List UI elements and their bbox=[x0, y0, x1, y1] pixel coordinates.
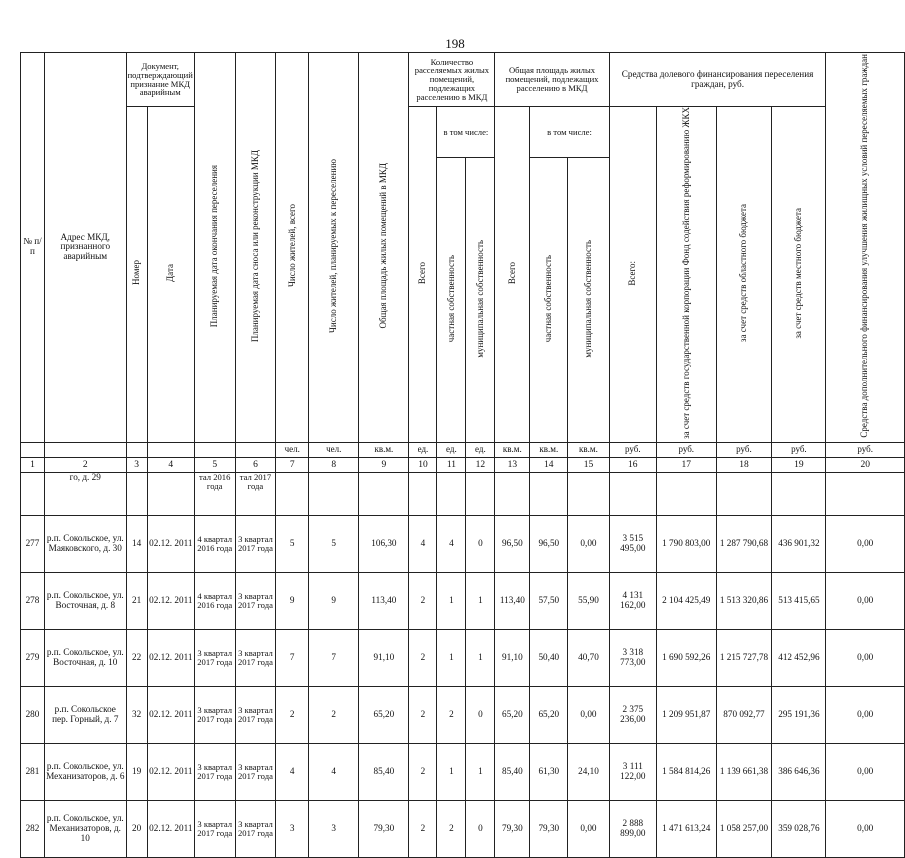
cell-funds-local: 412 452,96 bbox=[772, 629, 826, 686]
cell-funds-local: 386 646,36 bbox=[772, 743, 826, 800]
header-doc-date: Дата bbox=[147, 107, 194, 443]
unit-cell bbox=[21, 442, 45, 457]
cell-residents-total: 4 bbox=[276, 743, 309, 800]
column-numbers-row bbox=[21, 457, 905, 472]
cell-funds-regional: 870 092,77 bbox=[716, 686, 772, 743]
cell-municipal: 1 bbox=[466, 572, 495, 629]
table-cell-address: го, д. 29 bbox=[44, 472, 126, 515]
cell-funds-fund: 1 790 803,00 bbox=[656, 515, 716, 572]
units-row bbox=[21, 442, 905, 457]
cell-demolition: 3 квартал 2017 года bbox=[235, 743, 276, 800]
cell-area-municipal: 40,70 bbox=[568, 629, 609, 686]
cell-num: 282 bbox=[21, 800, 45, 857]
cell-area-private: 61,30 bbox=[530, 743, 568, 800]
cell-area-private: 57,50 bbox=[530, 572, 568, 629]
cell-residents-planned: 4 bbox=[309, 743, 359, 800]
cell-funds-total: 3 515 495,00 bbox=[609, 515, 656, 572]
cell-private: 2 bbox=[437, 800, 466, 857]
cell-funds-fund: 2 104 425,49 bbox=[656, 572, 716, 629]
cell-funds-fund: 1 471 613,24 bbox=[656, 800, 716, 857]
cell-resettlement: 3 квартал 2017 года bbox=[194, 629, 235, 686]
cell-municipal: 1 bbox=[466, 743, 495, 800]
table-cell bbox=[276, 472, 309, 515]
header-area-in-that-number: в том числе: bbox=[530, 107, 609, 158]
cell-demolition: 3 квартал 2017 года bbox=[235, 629, 276, 686]
cell-residents-total: 5 bbox=[276, 515, 309, 572]
column-number: 7 bbox=[276, 457, 309, 472]
cell-resettlement: 3 квартал 2017 года bbox=[194, 800, 235, 857]
cell-area-municipal: 55,90 bbox=[568, 572, 609, 629]
column-number: 16 bbox=[609, 457, 656, 472]
header-rooms-total: Всего bbox=[409, 107, 437, 443]
column-number: 13 bbox=[495, 457, 530, 472]
cell-additional: 0,00 bbox=[826, 743, 905, 800]
cell-total-area: 113,40 bbox=[359, 572, 409, 629]
header-additional: Средства дополнительного финансирования улучшения жилищных условий переселяемых граждан bbox=[826, 53, 905, 443]
table-row bbox=[21, 800, 905, 857]
cell-additional: 0,00 bbox=[826, 572, 905, 629]
table-cell-demolition: тал 2017 года bbox=[235, 472, 276, 515]
page-number: 198 bbox=[445, 36, 465, 51]
cell-residents-total: 2 bbox=[276, 686, 309, 743]
cell-municipal: 0 bbox=[466, 800, 495, 857]
header-municipal: муниципальная собственность bbox=[466, 158, 495, 442]
cell-total-area: 91,10 bbox=[359, 629, 409, 686]
continuation-row bbox=[21, 472, 905, 515]
column-number: 11 bbox=[437, 457, 466, 472]
header-residents-planned: Число жителей, планируемых к переселению bbox=[309, 53, 359, 443]
table-cell bbox=[609, 472, 656, 515]
unit-cell: кв.м. bbox=[568, 442, 609, 457]
column-number: 5 bbox=[194, 457, 235, 472]
header-funds-local: за счет средств местного бюджета bbox=[772, 107, 826, 443]
resettlement-table bbox=[20, 52, 905, 858]
column-number: 8 bbox=[309, 457, 359, 472]
cell-area-private: 65,20 bbox=[530, 686, 568, 743]
cell-doc-date: 02.12. 2011 bbox=[147, 572, 194, 629]
table-row bbox=[21, 572, 905, 629]
cell-municipal: 0 bbox=[466, 686, 495, 743]
cell-additional: 0,00 bbox=[826, 686, 905, 743]
table-cell bbox=[21, 472, 45, 515]
cell-private: 1 bbox=[437, 572, 466, 629]
cell-area-total: 113,40 bbox=[495, 572, 530, 629]
cell-funds-regional: 1 139 661,38 bbox=[716, 743, 772, 800]
table-cell bbox=[126, 472, 147, 515]
cell-rooms-total: 2 bbox=[409, 743, 437, 800]
cell-num: 279 bbox=[21, 629, 45, 686]
cell-funds-total: 4 131 162,00 bbox=[609, 572, 656, 629]
cell-demolition: 3 квартал 2017 года bbox=[235, 686, 276, 743]
cell-doc-number: 22 bbox=[126, 629, 147, 686]
cell-funds-fund: 1 690 592,26 bbox=[656, 629, 716, 686]
unit-cell bbox=[126, 442, 147, 457]
table-cell bbox=[530, 472, 568, 515]
cell-total-area: 79,30 bbox=[359, 800, 409, 857]
cell-resettlement: 4 квартал 2016 года bbox=[194, 572, 235, 629]
cell-address: р.п. Сокольское, ул. Механизаторов, д. 6 bbox=[44, 743, 126, 800]
column-number: 2 bbox=[44, 457, 126, 472]
header-residents-total: Число жителей, всего bbox=[276, 53, 309, 443]
cell-residents-planned: 3 bbox=[309, 800, 359, 857]
cell-rooms-total: 2 bbox=[409, 572, 437, 629]
cell-demolition: 3 квартал 2017 года bbox=[235, 515, 276, 572]
cell-total-area: 106,30 bbox=[359, 515, 409, 572]
column-number: 3 bbox=[126, 457, 147, 472]
unit-cell: руб. bbox=[826, 442, 905, 457]
cell-residents-planned: 2 bbox=[309, 686, 359, 743]
header-area-private: частная собственность bbox=[530, 158, 568, 442]
cell-area-private: 79,30 bbox=[530, 800, 568, 857]
header-doc-number: Номер bbox=[126, 107, 147, 443]
header-num: № п/п bbox=[21, 53, 45, 443]
cell-num: 280 bbox=[21, 686, 45, 743]
unit-cell: кв.м. bbox=[495, 442, 530, 457]
header-funds-total: Всего: bbox=[609, 107, 656, 443]
cell-funds-regional: 1 058 257,00 bbox=[716, 800, 772, 857]
cell-additional: 0,00 bbox=[826, 800, 905, 857]
unit-cell bbox=[235, 442, 276, 457]
cell-funds-fund: 1 209 951,87 bbox=[656, 686, 716, 743]
cell-residents-planned: 9 bbox=[309, 572, 359, 629]
cell-address: р.п. Сокольское, ул. Маяковского, д. 30 bbox=[44, 515, 126, 572]
cell-funds-total: 2 888 899,00 bbox=[609, 800, 656, 857]
cell-area-total: 96,50 bbox=[495, 515, 530, 572]
cell-doc-number: 21 bbox=[126, 572, 147, 629]
cell-funds-total: 3 318 773,00 bbox=[609, 629, 656, 686]
unit-cell: руб. bbox=[656, 442, 716, 457]
cell-doc-date: 02.12. 2011 bbox=[147, 743, 194, 800]
cell-doc-date: 02.12. 2011 bbox=[147, 629, 194, 686]
column-number: 18 bbox=[716, 457, 772, 472]
cell-area-total: 91,10 bbox=[495, 629, 530, 686]
table-cell bbox=[147, 472, 194, 515]
header-private: частная собственность bbox=[437, 158, 466, 442]
header-area-total: Всего bbox=[495, 107, 530, 443]
cell-municipal: 1 bbox=[466, 629, 495, 686]
cell-area-private: 50,40 bbox=[530, 629, 568, 686]
column-number: 6 bbox=[235, 457, 276, 472]
unit-cell: чел. bbox=[309, 442, 359, 457]
table-cell bbox=[466, 472, 495, 515]
cell-area-municipal: 24,10 bbox=[568, 743, 609, 800]
cell-residents-planned: 5 bbox=[309, 515, 359, 572]
cell-residents-total: 9 bbox=[276, 572, 309, 629]
cell-additional: 0,00 bbox=[826, 515, 905, 572]
cell-num: 281 bbox=[21, 743, 45, 800]
table-row bbox=[21, 743, 905, 800]
cell-area-municipal: 0,00 bbox=[568, 515, 609, 572]
table-row bbox=[21, 686, 905, 743]
cell-residents-total: 7 bbox=[276, 629, 309, 686]
cell-resettlement: 3 квартал 2017 года bbox=[194, 686, 235, 743]
cell-funds-local: 295 191,36 bbox=[772, 686, 826, 743]
column-number: 4 bbox=[147, 457, 194, 472]
cell-doc-date: 02.12. 2011 bbox=[147, 515, 194, 572]
cell-demolition: 3 квартал 2017 года bbox=[235, 800, 276, 857]
header-rooms-count: Количество расселяемых жилых помещений, подлежащих расселению в МКД bbox=[409, 53, 495, 107]
cell-funds-total: 2 375 236,00 bbox=[609, 686, 656, 743]
cell-funds-regional: 1 513 320,86 bbox=[716, 572, 772, 629]
cell-address: р.п. Сокольское, ул. Восточная, д. 8 bbox=[44, 572, 126, 629]
cell-residents-total: 3 bbox=[276, 800, 309, 857]
cell-doc-date: 02.12. 2011 bbox=[147, 686, 194, 743]
unit-cell bbox=[147, 442, 194, 457]
unit-cell bbox=[194, 442, 235, 457]
cell-rooms-total: 4 bbox=[409, 515, 437, 572]
cell-area-private: 96,50 bbox=[530, 515, 568, 572]
cell-area-municipal: 0,00 bbox=[568, 686, 609, 743]
unit-cell: руб. bbox=[772, 442, 826, 457]
header-resettlement-date: Планируемая дата окончания переселения bbox=[194, 53, 235, 443]
cell-additional: 0,00 bbox=[826, 629, 905, 686]
header-document: Документ, подтверждающий признание МКД аварийным bbox=[126, 53, 194, 107]
cell-funds-fund: 1 584 814,26 bbox=[656, 743, 716, 800]
header-area-resettle: Общая площадь жилых помещений, подлежащих расселению в МКД bbox=[495, 53, 609, 107]
cell-address: р.п. Сокольское, ул. Механизаторов, д. 10 bbox=[44, 800, 126, 857]
cell-doc-date: 02.12. 2011 bbox=[147, 800, 194, 857]
cell-demolition: 3 квартал 2017 года bbox=[235, 572, 276, 629]
table-cell bbox=[826, 472, 905, 515]
unit-cell: руб. bbox=[716, 442, 772, 457]
table-cell-resettlement: тал 2016 года bbox=[194, 472, 235, 515]
cell-resettlement: 4 квартал 2016 года bbox=[194, 515, 235, 572]
unit-cell: ед. bbox=[437, 442, 466, 457]
header-demolition-date: Планируемая дата сноса или реконструкции МКД bbox=[235, 53, 276, 443]
cell-funds-local: 359 028,76 bbox=[772, 800, 826, 857]
column-number: 14 bbox=[530, 457, 568, 472]
table-cell bbox=[568, 472, 609, 515]
cell-address: р.п. Сокольское, ул. Восточная, д. 10 bbox=[44, 629, 126, 686]
cell-doc-number: 19 bbox=[126, 743, 147, 800]
unit-cell: ед. bbox=[409, 442, 437, 457]
column-number: 9 bbox=[359, 457, 409, 472]
header-area-municipal: муниципальная собственность bbox=[568, 158, 609, 442]
header-total-area: Общая площадь жилых помещений в МКД bbox=[359, 53, 409, 443]
column-number: 12 bbox=[466, 457, 495, 472]
table-cell bbox=[716, 472, 772, 515]
unit-cell: кв.м. bbox=[530, 442, 568, 457]
table-cell bbox=[309, 472, 359, 515]
header-address: Адрес МКД, признанного аварийным bbox=[44, 53, 126, 443]
column-number: 1 bbox=[21, 457, 45, 472]
cell-area-total: 79,30 bbox=[495, 800, 530, 857]
cell-private: 4 bbox=[437, 515, 466, 572]
cell-doc-number: 14 bbox=[126, 515, 147, 572]
cell-rooms-total: 2 bbox=[409, 800, 437, 857]
unit-cell: ед. bbox=[466, 442, 495, 457]
cell-rooms-total: 2 bbox=[409, 629, 437, 686]
unit-cell bbox=[44, 442, 126, 457]
cell-funds-regional: 1 215 727,78 bbox=[716, 629, 772, 686]
cell-funds-total: 3 111 122,00 bbox=[609, 743, 656, 800]
column-number: 17 bbox=[656, 457, 716, 472]
cell-total-area: 65,20 bbox=[359, 686, 409, 743]
cell-funds-local: 436 901,32 bbox=[772, 515, 826, 572]
cell-private: 2 bbox=[437, 686, 466, 743]
cell-resettlement: 3 квартал 2017 года bbox=[194, 743, 235, 800]
column-number: 15 bbox=[568, 457, 609, 472]
cell-municipal: 0 bbox=[466, 515, 495, 572]
cell-funds-local: 513 415,65 bbox=[772, 572, 826, 629]
column-number: 19 bbox=[772, 457, 826, 472]
table-cell bbox=[359, 472, 409, 515]
table-cell bbox=[437, 472, 466, 515]
cell-funds-regional: 1 287 790,68 bbox=[716, 515, 772, 572]
cell-area-municipal: 0,00 bbox=[568, 800, 609, 857]
cell-total-area: 85,40 bbox=[359, 743, 409, 800]
cell-address: р.п. Сокольское пер. Горный, д. 7 bbox=[44, 686, 126, 743]
unit-cell: руб. bbox=[609, 442, 656, 457]
column-number: 10 bbox=[409, 457, 437, 472]
cell-doc-number: 20 bbox=[126, 800, 147, 857]
cell-residents-planned: 7 bbox=[309, 629, 359, 686]
cell-rooms-total: 2 bbox=[409, 686, 437, 743]
cell-area-total: 85,40 bbox=[495, 743, 530, 800]
unit-cell: кв.м. bbox=[359, 442, 409, 457]
table-cell bbox=[409, 472, 437, 515]
unit-cell: чел. bbox=[276, 442, 309, 457]
header-funds: Средства долевого финансирования переселения граждан, руб. bbox=[609, 53, 826, 107]
cell-num: 277 bbox=[21, 515, 45, 572]
header-funds-fund: за счет средств государственной корпорации Фонд содействия реформированию ЖКХ bbox=[656, 107, 716, 443]
header-funds-regional: за счет средств областного бюджета bbox=[716, 107, 772, 443]
column-number: 20 bbox=[826, 457, 905, 472]
table-cell bbox=[656, 472, 716, 515]
table-row bbox=[21, 515, 905, 572]
cell-private: 1 bbox=[437, 743, 466, 800]
header-in-that-number: в том числе: bbox=[437, 107, 495, 158]
cell-area-total: 65,20 bbox=[495, 686, 530, 743]
table-row bbox=[21, 629, 905, 686]
cell-num: 278 bbox=[21, 572, 45, 629]
cell-private: 1 bbox=[437, 629, 466, 686]
table-cell bbox=[772, 472, 826, 515]
cell-doc-number: 32 bbox=[126, 686, 147, 743]
table-cell bbox=[495, 472, 530, 515]
